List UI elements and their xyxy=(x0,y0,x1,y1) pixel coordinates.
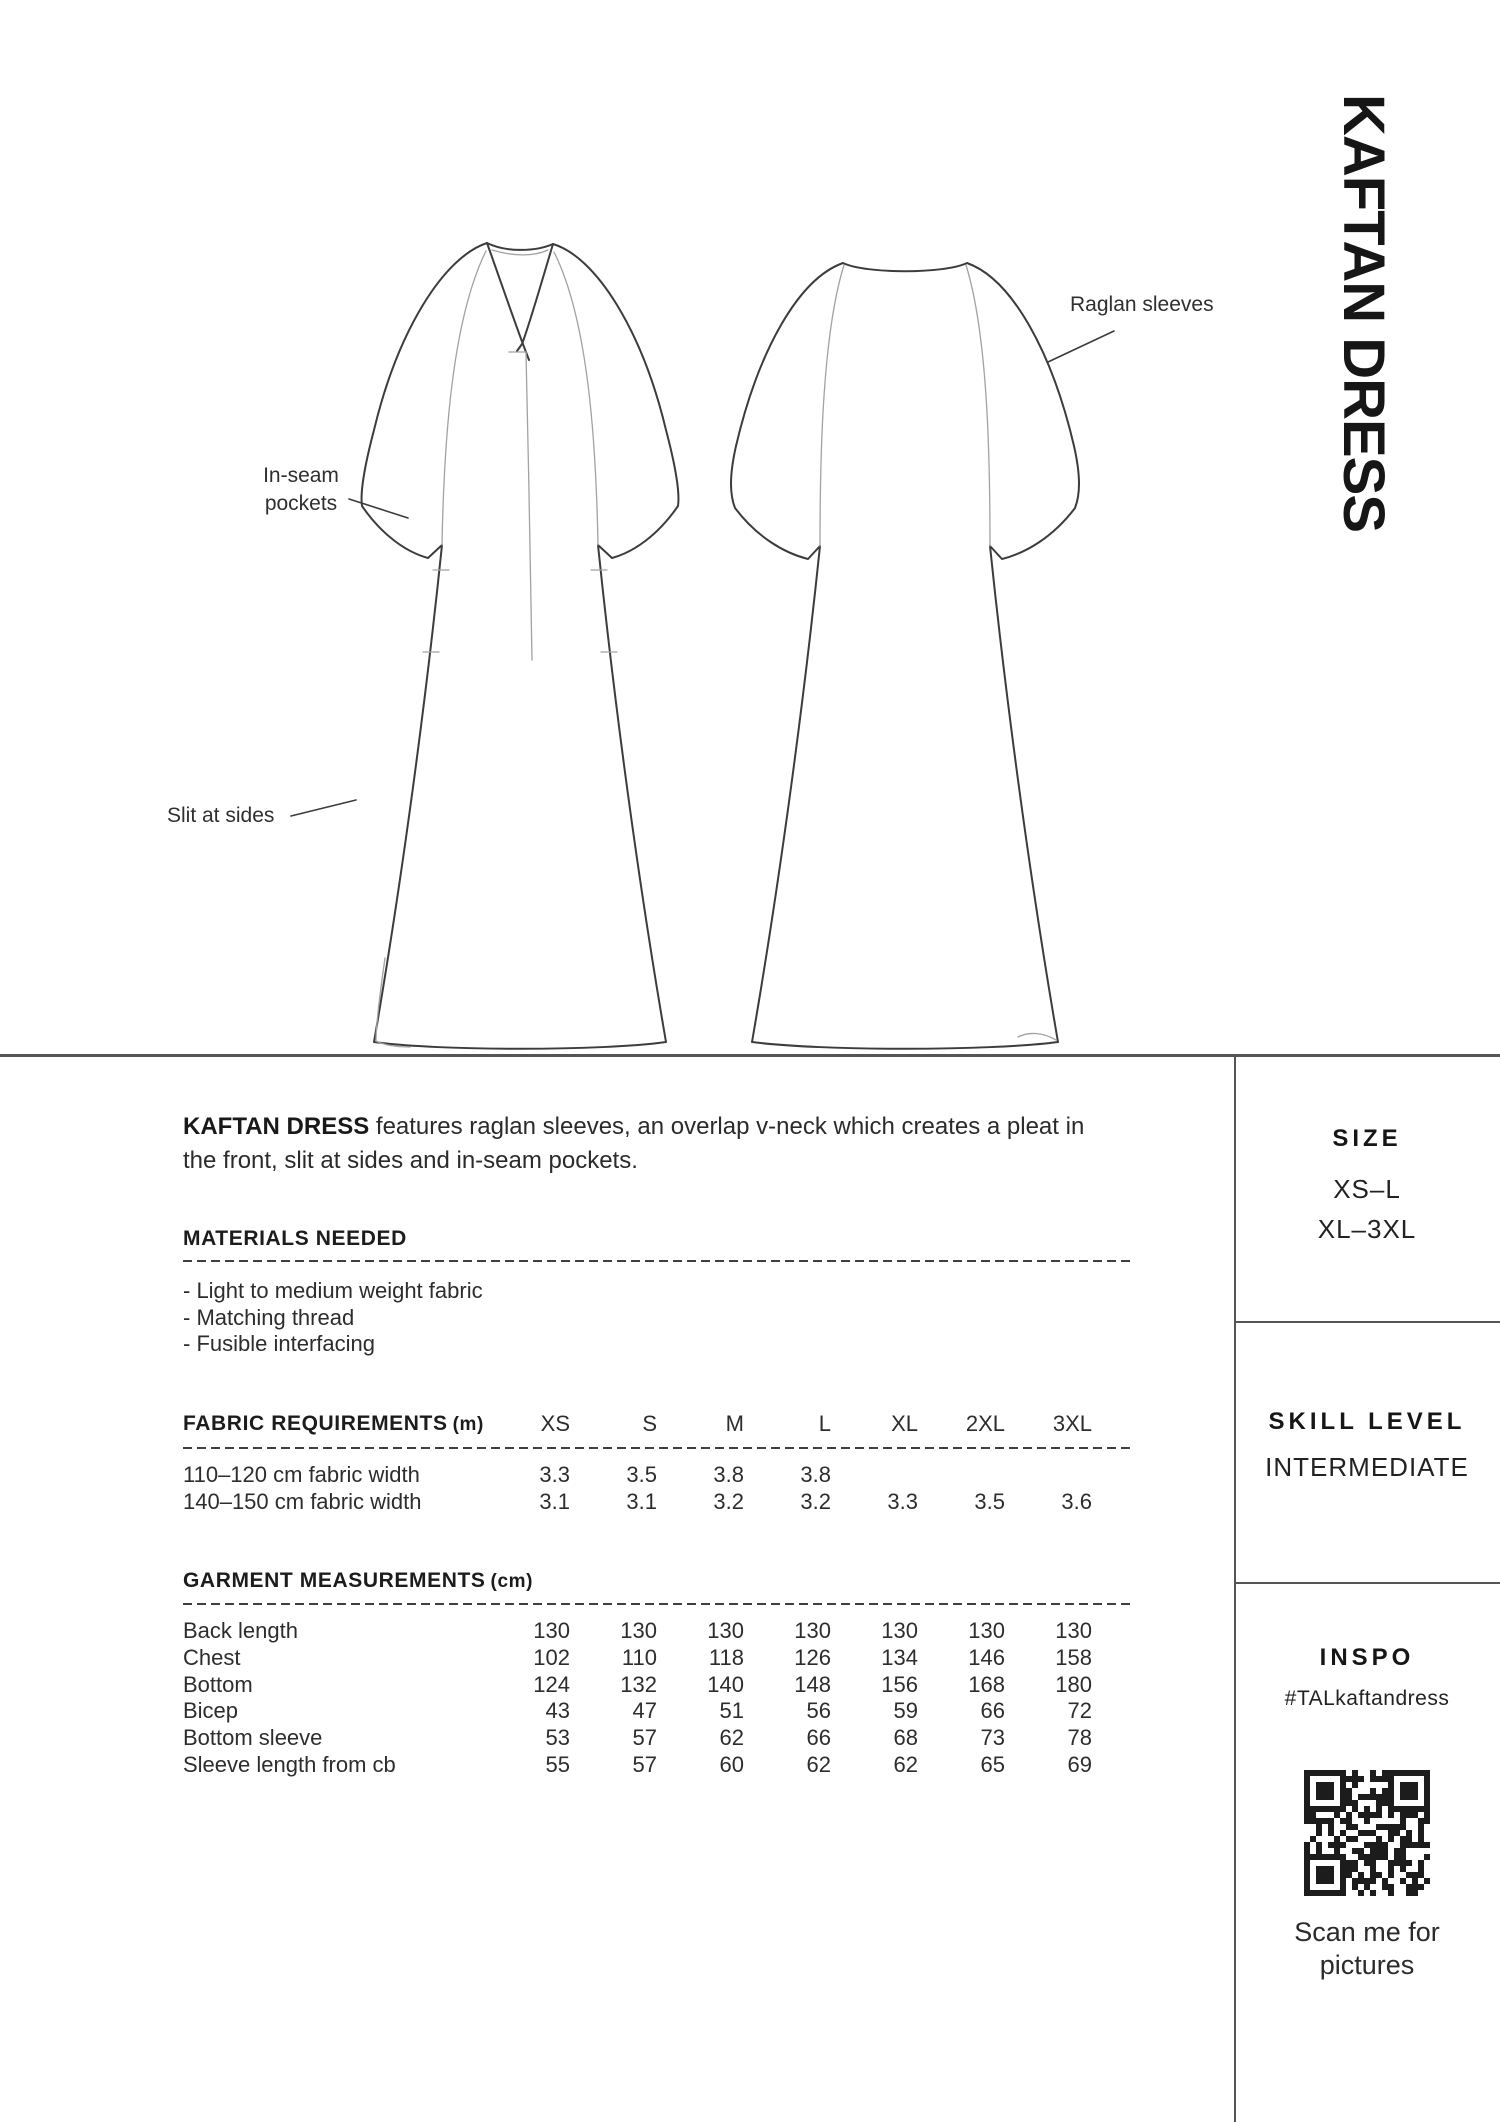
qr-caption xyxy=(1234,1916,1500,1982)
garment-value: 168 xyxy=(968,1671,1005,1697)
fabric-row-label: 140–150 cm fabric width xyxy=(183,1489,422,1514)
sidebar-size-heading: SIZE xyxy=(1332,1125,1402,1152)
fabric-value: 3.2 xyxy=(713,1489,744,1514)
garment-value: 62 xyxy=(806,1751,831,1777)
fabric-table-body xyxy=(183,1461,1092,1515)
size-col-header: L xyxy=(818,1411,831,1436)
garment-value: 140 xyxy=(707,1671,744,1697)
garment-value: 146 xyxy=(968,1644,1005,1670)
garment-row-label: Chest xyxy=(183,1644,241,1670)
garment-value: 72 xyxy=(1067,1698,1092,1724)
garment-value: 60 xyxy=(719,1751,744,1777)
materials-heading: MATERIALS NEEDED xyxy=(183,1227,407,1250)
garment-table-body xyxy=(183,1618,1092,1779)
garment-diagram xyxy=(0,0,1240,1055)
fabric-value: 3.3 xyxy=(887,1489,918,1514)
materials-item: - Light to medium weight fabric xyxy=(183,1278,483,1303)
garment-value: 130 xyxy=(533,1618,570,1643)
garment-value: 134 xyxy=(881,1644,918,1670)
qr-code xyxy=(1304,1770,1430,1896)
size-col-header: S xyxy=(642,1411,657,1436)
fabric-dashed-rule xyxy=(183,1447,1132,1449)
garment-value: 132 xyxy=(620,1671,657,1697)
fabric-value: 3.2 xyxy=(800,1489,831,1514)
fabric-value xyxy=(918,1461,1005,1488)
size-col-header: 3XL xyxy=(1052,1411,1092,1436)
garment-value: 156 xyxy=(881,1671,918,1697)
garment-row-label: Bicep xyxy=(183,1698,239,1724)
fabric-value: 3.6 xyxy=(1061,1489,1092,1514)
sidebar-divider-1 xyxy=(1236,1321,1500,1323)
size-col-header: XS xyxy=(540,1411,570,1436)
fabric-heading: FABRIC REQUIREMENTS (m) xyxy=(183,1412,484,1435)
label-raglan-sleeves: Raglan sleeves xyxy=(1070,293,1214,316)
label-inseam-pockets xyxy=(260,462,342,518)
size-col-header: 2XL xyxy=(965,1411,1005,1436)
front-view-outline xyxy=(362,243,679,1049)
garment-row-label: Back length xyxy=(183,1618,298,1643)
garment-value: 43 xyxy=(545,1698,570,1724)
sidebar-skill-heading: SKILL LEVEL xyxy=(1268,1408,1466,1435)
garment-value: 110 xyxy=(621,1644,657,1670)
garment-value: 78 xyxy=(1067,1725,1092,1751)
fabric-row-label: 110–120 cm fabric width xyxy=(183,1462,420,1487)
garment-value: 130 xyxy=(881,1618,918,1643)
garment-value: 69 xyxy=(1067,1751,1092,1777)
garment-value: 130 xyxy=(794,1618,831,1643)
garment-value: 180 xyxy=(1055,1671,1092,1697)
fabric-value: 3.5 xyxy=(974,1489,1005,1514)
garment-value: 130 xyxy=(620,1618,657,1643)
garment-value: 53 xyxy=(545,1725,570,1751)
sidebar-size-range-2: XL–3XL xyxy=(1317,1214,1417,1244)
garment-value: 66 xyxy=(806,1725,831,1751)
garment-value: 57 xyxy=(632,1751,657,1777)
fabric-value: 3.5 xyxy=(626,1462,657,1487)
label-slit-at-sides: Slit at sides xyxy=(167,804,275,827)
garment-value: 55 xyxy=(545,1751,570,1777)
label-inseam-line1: In-seam xyxy=(263,464,339,487)
intro-line1: features raglan sleeves, an overlap v-neck which creates a pleat in xyxy=(369,1113,1085,1140)
fabric-value: 3.8 xyxy=(800,1462,831,1487)
garment-row-label: Bottom sleeve xyxy=(183,1725,323,1751)
garment-value: 158 xyxy=(1055,1644,1092,1670)
intro-paragraph xyxy=(183,1110,1148,1178)
garment-heading: GARMENT MEASUREMENTS (cm) xyxy=(183,1569,534,1592)
fabric-value: 3.1 xyxy=(539,1489,570,1514)
leader-slit xyxy=(291,800,356,816)
garment-value: 73 xyxy=(980,1725,1005,1751)
qr-caption-line1: Scan me for xyxy=(1294,1917,1440,1947)
garment-row-label: Bottom xyxy=(183,1671,253,1697)
page-title: KAFTAN DRESS xyxy=(1331,94,1396,533)
garment-value: 47 xyxy=(632,1698,657,1724)
garment-value: 56 xyxy=(806,1698,831,1724)
sidebar-divider-2 xyxy=(1236,1582,1500,1584)
garment-row-label: Sleeve length from cb xyxy=(183,1751,396,1777)
garment-value: 130 xyxy=(968,1618,1005,1643)
size-col-header: M xyxy=(725,1411,744,1436)
garment-unit: (cm) xyxy=(490,1571,534,1592)
garment-value: 118 xyxy=(708,1644,744,1670)
qr-caption-line2: pictures xyxy=(1319,1950,1415,1980)
garment-value: 68 xyxy=(893,1725,918,1751)
label-inseam-line2: pockets xyxy=(264,492,338,515)
garment-value: 57 xyxy=(632,1725,657,1751)
main-horizontal-divider xyxy=(0,1054,1500,1057)
garment-value: 126 xyxy=(794,1644,831,1670)
garment-value: 130 xyxy=(707,1618,744,1643)
garment-value: 62 xyxy=(893,1751,918,1777)
intro-bold-lead: KAFTAN DRESS xyxy=(183,1113,370,1140)
materials-list xyxy=(183,1278,483,1358)
intro-line2: the front, slit at sides and in-seam pockets. xyxy=(183,1147,638,1174)
garment-value: 51 xyxy=(719,1698,744,1724)
materials-item: - Matching thread xyxy=(183,1304,355,1330)
sidebar-skill-value: INTERMEDIATE xyxy=(1265,1452,1469,1482)
garment-value: 62 xyxy=(719,1725,744,1751)
leader-raglan xyxy=(1048,331,1114,362)
garment-value: 124 xyxy=(533,1671,570,1697)
fabric-value xyxy=(1005,1461,1092,1488)
garment-value: 148 xyxy=(794,1671,831,1697)
garment-value: 130 xyxy=(1055,1618,1092,1643)
sidebar-inspo-hashtag: #TALkaftandress xyxy=(1284,1687,1450,1710)
garment-value: 65 xyxy=(980,1751,1005,1777)
fabric-value: 3.8 xyxy=(713,1462,744,1487)
garment-dashed-rule xyxy=(183,1603,1132,1605)
fabric-value: 3.1 xyxy=(626,1489,657,1514)
fabric-value xyxy=(831,1461,918,1488)
fabric-table-header xyxy=(183,1411,1092,1438)
materials-dashed-rule xyxy=(183,1260,1132,1262)
sidebar-size-range-1: XS–L xyxy=(1333,1174,1401,1204)
back-view-outline xyxy=(731,263,1079,1049)
fabric-value: 3.3 xyxy=(539,1462,570,1487)
garment-value: 59 xyxy=(893,1698,918,1724)
garment-value: 66 xyxy=(980,1698,1005,1724)
garment-value: 102 xyxy=(533,1644,570,1670)
materials-item: - Fusible interfacing xyxy=(183,1331,375,1356)
size-col-header: XL xyxy=(891,1411,918,1436)
fabric-unit: (m) xyxy=(452,1414,484,1435)
sidebar-inspo-heading: INSPO xyxy=(1319,1644,1415,1671)
